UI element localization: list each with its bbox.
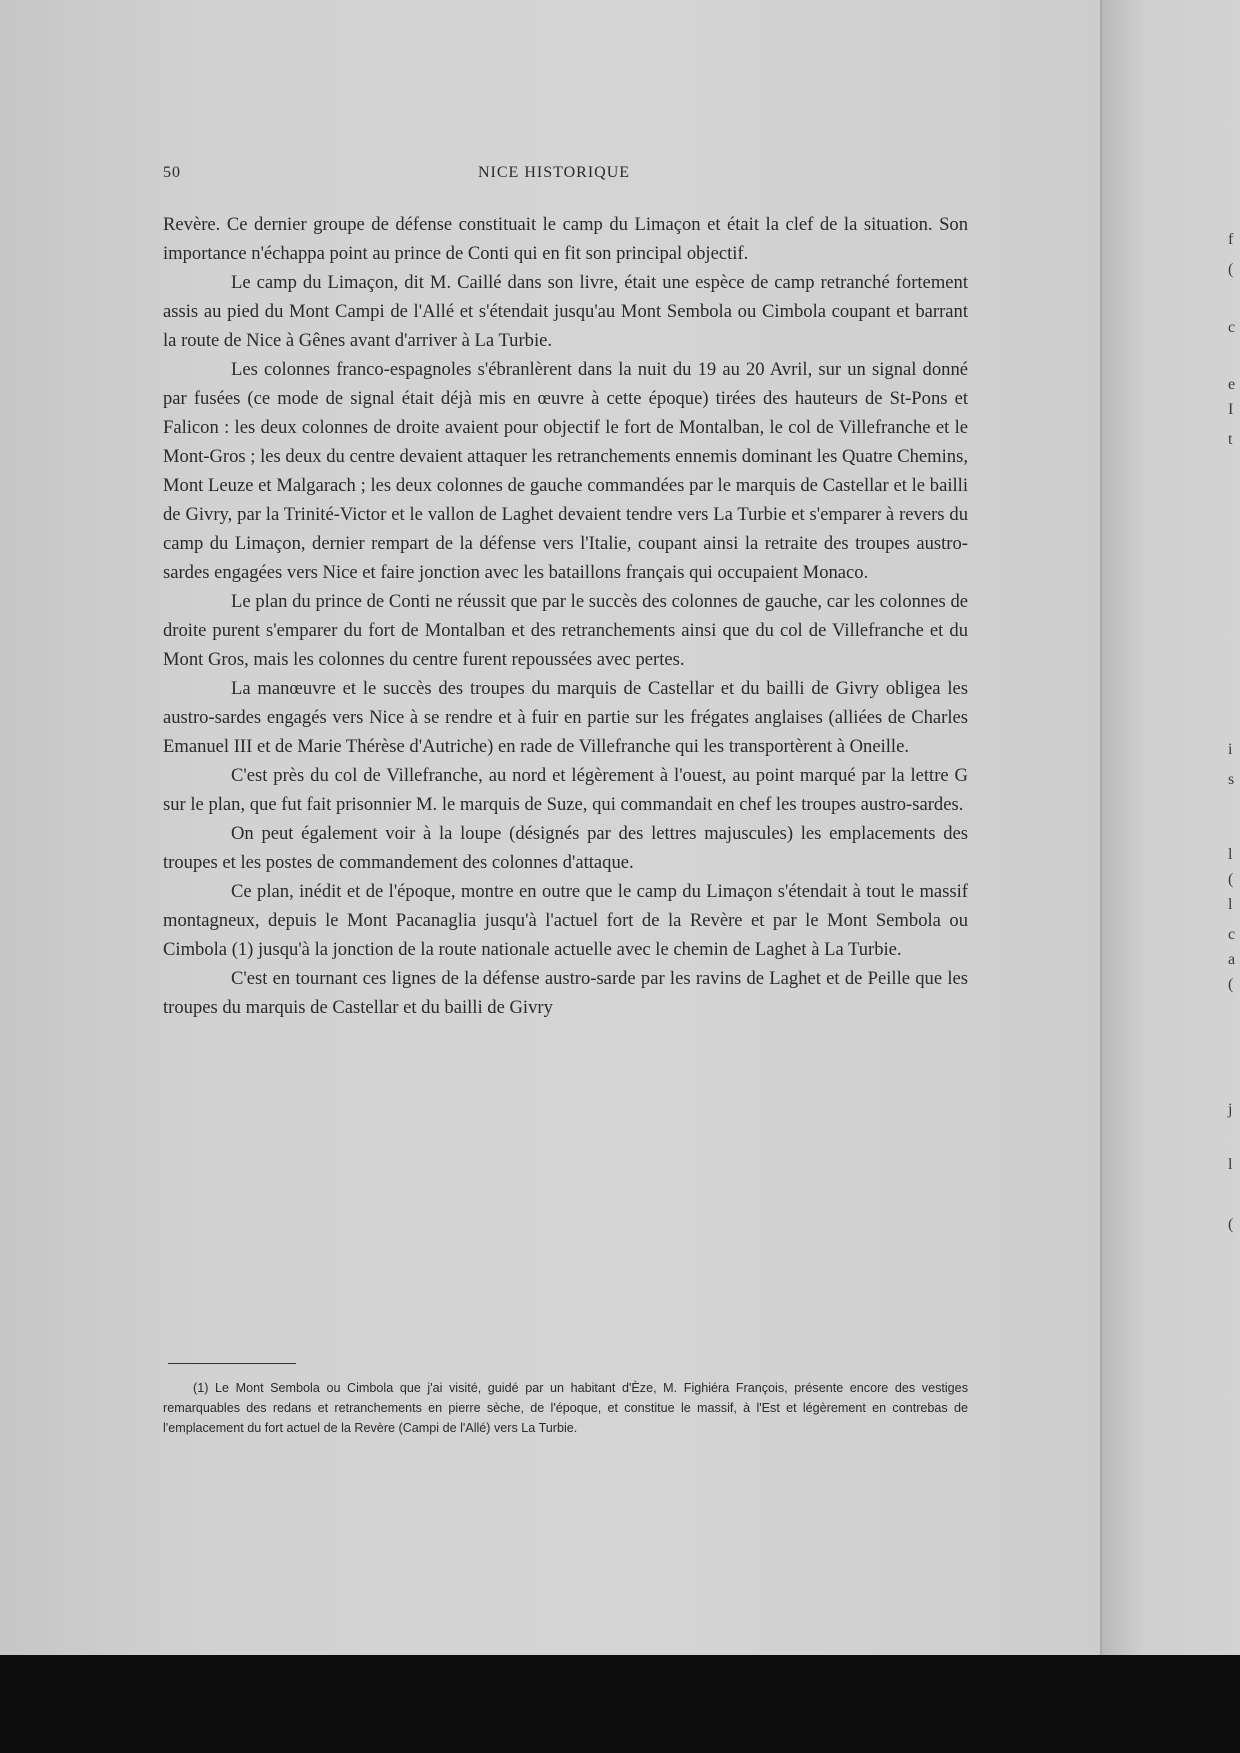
body-text	[163, 210, 968, 1022]
edge-mark: (	[1228, 1216, 1234, 1233]
paragraph: Les colonnes franco-espagnoles s'ébranlèrent dans la nuit du 19 au 20 Avril, sur un signal donné par fusées (ce mode de signal était déjà mis en œuvre à cette époque) tirées des hauteurs de St-Pons et Falicon : les deux colonnes de droite avaient pour objectif le fort de Montalban, le col de Villefranche et le Mont-Gros ; les deux du centre devaient attaquer les retranchements ennemis dominant les Quatre Chemins, Mont Leuze et Malgarach ; les deux colonnes de gauche commandées par le marquis de Castellar et le bailli de Givry, par la Trinité-Victor et le vallon de Laghet devaient tendre vers La Turbie et s'emparer à revers du camp du Limaçon, dernier rempart de la défense vers l'Italie, coupant ainsi la retraite des troupes austro-sardes engagées vers Nice et faire jonction avec les bataillons français qui occupaient Monaco.	[163, 359, 968, 583]
paragraph: Le plan du prince de Conti ne réussit que par le succès des colonnes de gauche, car les colonnes de droite purent s'emparer du fort de Montalban et des retranchements ainsi que du col de Villefranche et du Mont Gros, mais les colonnes du centre furent repoussées avec pertes.	[163, 591, 968, 670]
page-number: 50	[163, 164, 181, 181]
edge-mark: l	[1228, 1156, 1233, 1173]
edge-mark: c	[1228, 319, 1236, 336]
running-head	[163, 164, 963, 188]
edge-mark: (	[1228, 261, 1234, 278]
paragraph: Ce plan, inédit et de l'époque, montre en outre que le camp du Limaçon s'étendait à tout le massif montagneux, depuis le Mont Pacanaglia jusqu'à l'actuel fort de la Revère et par le Mont Sembola ou Cimbola (1) jusqu'à la jonction de la route nationale actuelle avec le chemin de Laghet à La Turbie.	[163, 881, 968, 960]
paragraph: Le camp du Limaçon, dit M. Caillé dans son livre, était une espèce de camp retranché fortement assis au pied du Mont Campi de l'Allé et s'étendait jusqu'au Mont Sembola ou Cimbola coupant et barrant la route de Nice à Gênes avant d'arriver à La Turbie.	[163, 272, 968, 351]
edge-mark: I	[1228, 401, 1234, 418]
edge-mark: f	[1228, 231, 1234, 248]
edge-mark: t	[1228, 431, 1233, 448]
edge-mark: (	[1228, 871, 1234, 888]
edge-mark: a	[1228, 951, 1236, 968]
footnote: (1) Le Mont Sembola ou Cimbola que j'ai visité, guidé par un habitant d'Èze, M. Fighiéra François, présente encore des vestiges remarquables des redans et retranchements en pierre sèche, de l'époque, et constitue le massif, à l'Est et légèrement en contrebas de l'emplacement du fort actuel de la Revère (Campi de l'Allé) vers La Turbie.	[163, 1381, 968, 1435]
paragraph: On peut également voir à la loupe (désignés par des lettres majuscules) les emplacements des troupes et les postes de commandement des colonnes d'attaque.	[163, 823, 968, 873]
edge-mark: e	[1228, 376, 1236, 393]
edge-mark: c	[1228, 926, 1236, 943]
edge-mark: s	[1228, 771, 1235, 788]
edge-mark: i	[1228, 741, 1233, 758]
paragraph: C'est près du col de Villefranche, au nord et légèrement à l'ouest, au point marqué par la lettre G sur le plan, que fut fait prisonnier M. le marquis de Suze, qui commandait en chef les troupes austro-sardes.	[163, 765, 968, 815]
facing-page-edge	[1100, 0, 1240, 1655]
edge-mark: l	[1228, 896, 1233, 913]
footnote-rule	[168, 1363, 296, 1364]
paragraph: La manœuvre et le succès des troupes du marquis de Castellar et du bailli de Givry obligea les austro-sardes engagés vers Nice à se rendre et à fuir en partie sur les frégates anglaises (alliées de Charles Emanuel III et de Marie Thérèse d'Autriche) en rade de Villefranche qui les transportèrent à Oneille.	[163, 678, 968, 757]
edge-mark: l	[1228, 846, 1233, 863]
running-title: NICE HISTORIQUE	[478, 164, 631, 181]
edge-mark: (	[1228, 976, 1234, 993]
paragraph: Revère. Ce dernier groupe de défense constituait le camp du Limaçon et était la clef de la situation. Son importance n'échappa point au prince de Conti qui en fit son principal objectif.	[163, 214, 968, 264]
scan-border	[0, 1655, 1240, 1753]
paragraph: C'est en tournant ces lignes de la défense austro-sarde par les ravins de Laghet et de Peille que les troupes du marquis de Castellar et du bailli de Givry	[163, 968, 968, 1018]
edge-mark: j	[1228, 1101, 1233, 1118]
